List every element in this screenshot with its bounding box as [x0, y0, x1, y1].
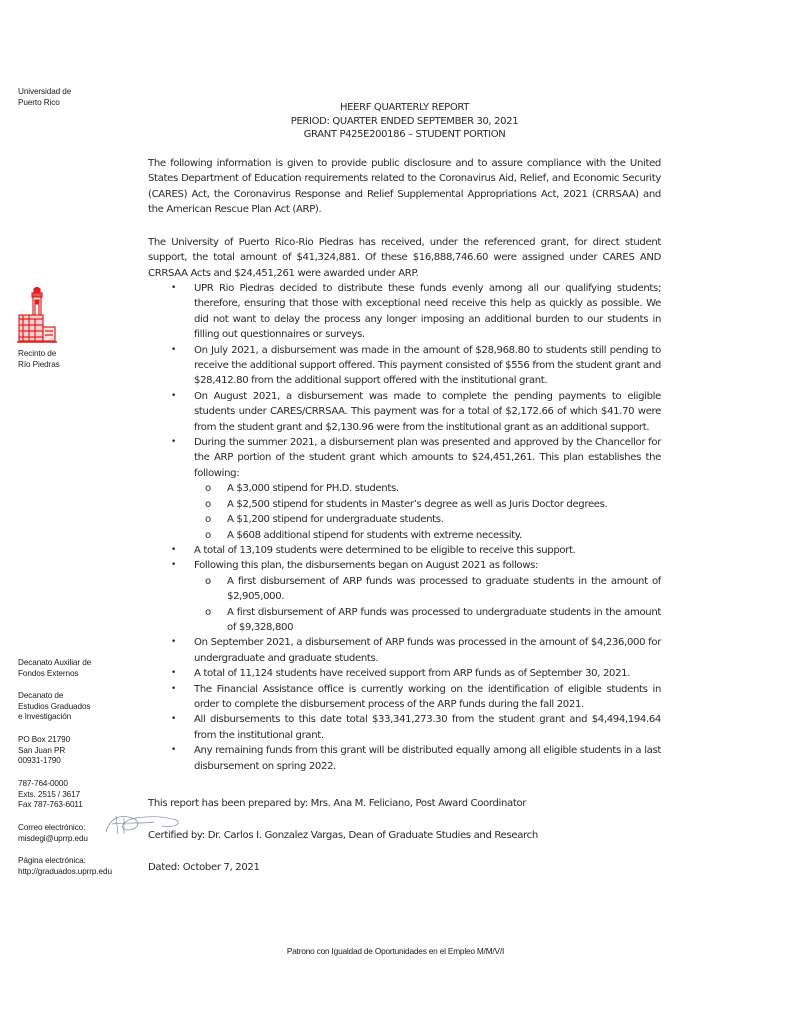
list-item	[148, 343, 661, 389]
plan-sublist	[194, 481, 661, 543]
bullet-icon: •	[171, 560, 176, 571]
office-line: Decanato de	[18, 691, 64, 700]
sublist-item	[194, 528, 661, 543]
sublist-item	[194, 574, 661, 605]
signature-icon	[102, 812, 182, 838]
footer-equal-opportunity: Patrono con Igualdad de Oportunidades en el Empleo M/M/V/I	[286, 946, 505, 956]
office-line: Fondos Externos	[18, 668, 79, 678]
disbursement-sublist	[194, 574, 661, 636]
summary-paragraph: The University of Puerto Rico-Rio Piedras has received, under the referenced grant, for direct student support, the total amount of $41,324,881. Of these $16,888,746.60 were assigned under CARES AND CRRSAA Acts and $24,451,261 were awarded under ARP.	[148, 237, 661, 279]
phone-line: 787-764-0000	[18, 779, 68, 788]
bullet-icon: •	[171, 390, 176, 401]
email-info	[18, 823, 88, 844]
sublist-item-text: A first disbursement of ARP funds was processed to undergraduate students in the amount of $9,328,800	[227, 606, 661, 633]
sublist-item	[194, 481, 661, 496]
report-title: HEERF QUARTERLY REPORT	[340, 102, 469, 113]
circle-bullet-icon: o	[205, 498, 211, 510]
sublist-item-text: A first disbursement of ARP funds was processed to graduate students in the amount of $2,905,000.	[227, 575, 661, 603]
circle-bullet-icon: o	[205, 514, 211, 526]
office-line: Estudios Graduados	[18, 701, 91, 711]
report-grant: GRANT P425E200186 – STUDENT PORTION	[303, 129, 506, 141]
bullet-icon: •	[171, 544, 176, 555]
bullet-icon: •	[171, 637, 176, 648]
address-line: 00931-1790	[18, 756, 61, 766]
circle-bullet-icon: o	[205, 606, 211, 618]
bullet-icon: •	[171, 344, 176, 355]
list-item-text: A total of 13,109 students were determined to be eligible to receive this support.	[194, 544, 576, 556]
circle-bullet-icon: o	[205, 529, 211, 541]
list-item	[148, 435, 661, 543]
institution-name	[18, 87, 71, 108]
sublist-item	[194, 512, 661, 527]
email-label: Correo electrónico:	[18, 823, 86, 832]
website-link[interactable]: http://graduados.uprrp.edu	[18, 866, 112, 876]
list-item-text: A total of 11,124 students have received support from ARP funds as of September 30, 2021.	[194, 668, 631, 680]
bullet-icon: •	[171, 668, 176, 679]
list-item	[148, 682, 661, 713]
sublist-item-text: A $3,000 stipend for PH.D. students.	[227, 483, 399, 495]
list-item-text: The Financial Assistance office is currently working on the identification of eligible students in order to complete the disbursement process of the ARP funds during the fall 2021.	[194, 683, 661, 710]
report-header	[148, 101, 661, 142]
office-graduate-studies	[18, 691, 90, 723]
bullet-list	[148, 281, 661, 774]
list-item-text: Any remaining funds from this grant will be distributed equally among all eligible students in a last disbursement on spring 2022.	[194, 745, 661, 772]
fax-line: Fax 787-763-6011	[18, 800, 83, 810]
sublist-item-text: A $2,500 stipend for students in Master’s degree as well as Juris Doctor degrees.	[227, 498, 608, 510]
bullet-icon: •	[171, 437, 176, 448]
list-item-text: On August 2021, a disbursement was made to complete the pending payments to eligible students under CARES/CRRSAA. This payment was for a total of $2,172.66 of which $41.70 were from the student grant and $2,130.96 were from the institutional grant as an additional support.	[194, 390, 661, 433]
list-item	[148, 743, 661, 774]
clock-tower-logo-icon	[17, 287, 57, 345]
campus-line: Recinto de	[18, 349, 57, 358]
list-item-text: Following this plan, the disbursements began on August 2021 as follows:	[194, 560, 539, 572]
list-item-text: During the summer 2021, a disbursement plan was presented and approved by the Chancellor for the ARP portion of the student grant which amounts to $24,451,261. This plan establishes the following:	[194, 437, 661, 479]
address-line: San Juan PR	[18, 745, 66, 755]
campus-name	[18, 349, 60, 370]
sublist-item	[194, 605, 661, 636]
sublist-item-text: A $1,200 stipend for undergraduate students.	[227, 514, 444, 526]
institution-line: Puerto Rico	[18, 97, 60, 107]
circle-bullet-icon: o	[205, 483, 211, 495]
website-label: Página electrónica:	[18, 856, 86, 865]
website-info	[18, 856, 112, 877]
institution-line: Universidad de	[18, 87, 72, 96]
address-line: PO Box 21790	[18, 735, 71, 744]
bullet-icon: •	[171, 745, 176, 756]
list-item	[148, 712, 661, 743]
dated-line: Dated: October 7, 2021	[148, 862, 260, 873]
list-item	[148, 281, 661, 343]
bullet-icon: •	[171, 283, 176, 293]
list-item	[148, 558, 661, 635]
office-external-funds	[18, 658, 91, 679]
list-item	[148, 543, 661, 558]
certified-by-line: Certified by: Dr. Carlos I. Gonzalez Vargas, Dean of Graduate Studies and Research	[148, 830, 538, 841]
list-item-text: On September 2021, a disbursement of ARP funds was processed in the amount of $4,236,000 for undergraduate and graduate students.	[194, 637, 661, 664]
list-item-text: All disbursements to this date total $33,341,273.30 from the student grant and $4,494,194.64 from the institutional grant.	[194, 714, 661, 741]
list-item-text: UPR Rio Piedras decided to distribute these funds evenly among all our qualifying students; therefore, ensuring that those with exceptional need receive this help as quickly as possible. We did not want to delay the process any longer imposing an additional burden to our students in filling out questionnaires or surveys.	[194, 283, 661, 341]
list-item	[148, 635, 661, 666]
bullet-icon: •	[171, 714, 176, 725]
prepared-by-line: This report has been prepared by: Mrs. Ana M. Feliciano, Post Award Coordinator	[148, 798, 527, 809]
circle-bullet-icon: o	[205, 575, 211, 587]
office-line: Decanato Auxiliar de	[18, 658, 92, 667]
intro-paragraph: The following information is given to provide public disclosure and to assure compliance with the United States Department of Education requirements related to the Coronavirus Aid, Relief, and Economic Security (CARES) Act, the Coronavirus Response and Relief Supplemental Appropriations Act, 2021 (CRRSAA) and the American Rescue Plan Act (ARP).	[148, 158, 661, 216]
phone-line: Exts. 2515 / 3617	[18, 789, 81, 799]
report-period: PERIOD: QUARTER ENDED SEPTEMBER 30, 2021	[290, 115, 519, 127]
postal-address	[18, 735, 70, 767]
bullet-icon: •	[171, 683, 176, 694]
phone-info	[18, 779, 83, 811]
sublist-item-text: A $608 additional stipend for students with extreme necessity.	[227, 529, 522, 541]
office-line: e Investigación	[18, 712, 72, 722]
sublist-item	[194, 497, 661, 512]
email-link[interactable]: misdegi@uprrp.edu	[18, 833, 88, 843]
campus-line: Río Piedras	[18, 359, 60, 369]
list-item	[148, 666, 661, 681]
list-item-text: On July 2021, a disbursement was made in the amount of $28,968.80 to students still pending to receive the additional support offered. This payment consisted of $556 from the student grant and $28,412.80 from the additional support offered with the institutional grant.	[194, 344, 661, 387]
list-item	[148, 389, 661, 435]
